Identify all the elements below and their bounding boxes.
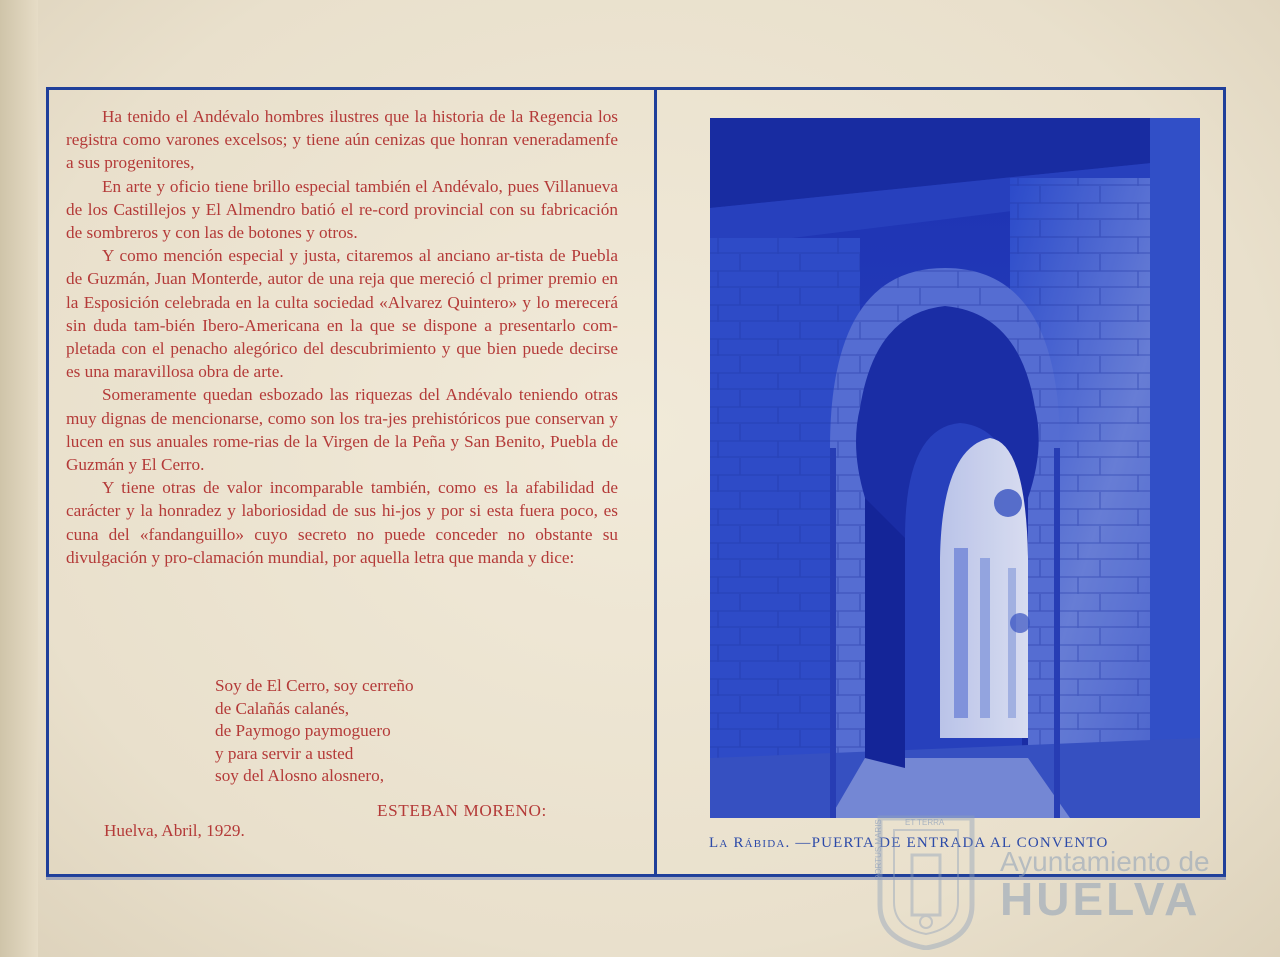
verse-line: soy del Alosno alosnero,: [215, 766, 384, 786]
verse-line: Soy de El Cerro, soy cerreño: [215, 676, 414, 695]
article-paragraph: Y tiene otras de valor incomparable también, como es la afabilidad de carácter y la honradez y laboriosidad de sus hi-jos y por si esta fuera poco, es cuna del «fandanguillo» cuyo secreto no puede conceder no obstante su divulgación y pro-clamación mundial, por aquella letra que manda y dice:: [66, 478, 618, 567]
caption-place: La Rábida.: [709, 835, 791, 851]
verse-line: de Paymogo paymoguero: [215, 721, 391, 741]
article-paragraph: En arte y oficio tiene brillo especial también el Andévalo, pues Villanueva de los Castillejos y El Almendro batió el re-cord provincial con su fabricación de sombreros y con las de botones y otros.: [66, 176, 618, 243]
column-divider: [654, 90, 657, 874]
article-body: [66, 105, 618, 569]
convent-entrance-photo: [710, 118, 1200, 818]
verse-line: de Calañás calanés,: [215, 698, 350, 718]
caption-description: —PUERTA DE ENTRADA AL CONVENTO: [795, 835, 1109, 851]
page-binding-edge: [0, 0, 38, 957]
article-paragraph: Someramente quedan esbozado las riquezas del Andévalo teniendo otras muy dignas de mencionarse, como son los tra-jes prehistóricos pue conservan y lucen en sus anuales rome-rias de la Virgen de la Peña y San Benito, Puebla de Guzmán y El Cerro.: [66, 385, 618, 475]
author-signature: ESTEBAN MORENO:: [377, 801, 547, 820]
fandanguillo-verse: [215, 675, 414, 788]
seal-text-top: ET TERRA: [905, 818, 945, 827]
watermark-line-1: Ayuntamiento de: [1000, 846, 1210, 877]
watermark-line-2: HUELVA: [1000, 873, 1201, 925]
verse-line: y para servir a usted: [215, 743, 354, 763]
article-paragraph: Y como mención especial y justa, citaremos al anciano ar-tista de Puebla de Guzmán, Juan Monterde, autor de una reja que mereció cl primer premio en la Esposición celebrada en la culta sociedad «Alvarez Quintero» y lo merecerá sin duda tam-bién Ibero-Americana en la que se dispone a presentarlo com-pletada con el penacho alegórico del descubrimiento y que bien puede decirse es una maravillosa obra de arte.: [66, 246, 618, 382]
dateline: Huelva, Abril, 1929.: [104, 821, 245, 840]
article-paragraph: Ha tenido el Andévalo hombres ilustres que la historia de la Regencia los registra como varones excelsos; y tiene aún cenizas que honran veneradamenfe a sus progenitores,: [66, 107, 618, 173]
seal-text-side: PORTUS MARIS: [874, 819, 883, 880]
